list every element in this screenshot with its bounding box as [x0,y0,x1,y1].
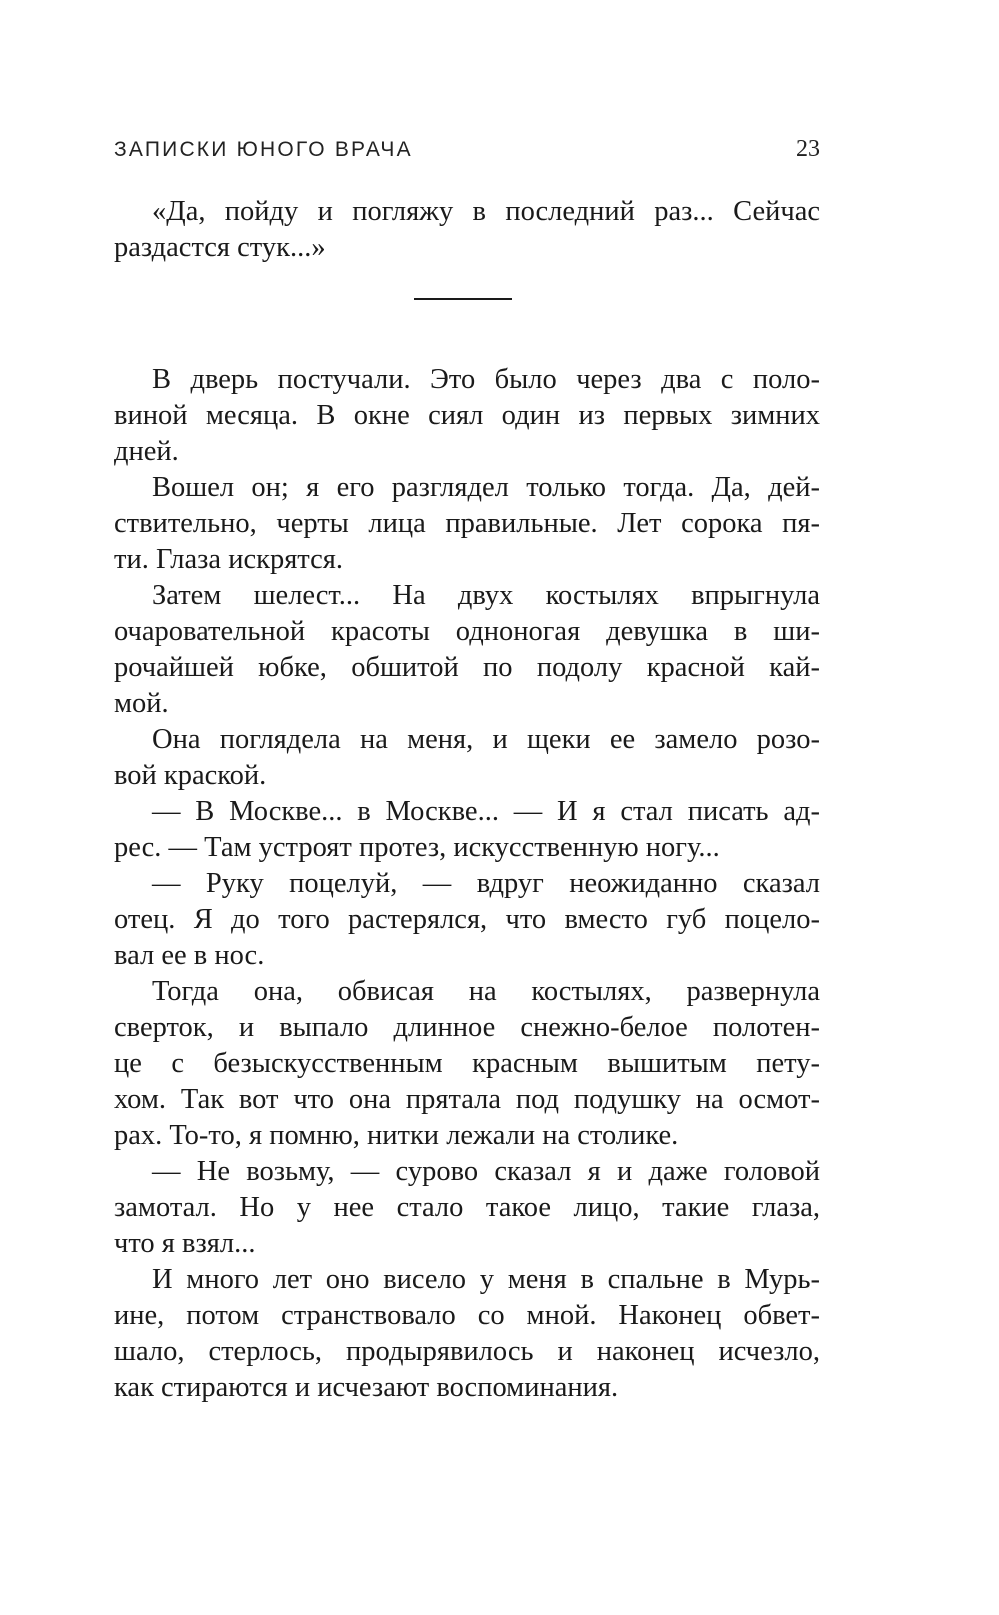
paragraph [114,362,820,470]
paragraph [114,470,820,578]
text-line: рес. — Там устроят протез, искусственную ногу... [114,832,720,863]
text-line: — Не возьму, — сурово сказал я и даже головой [152,1156,820,1187]
text-line: ти. Глаза искрятся. [114,544,343,575]
paragraph [114,794,820,866]
paragraph [114,866,820,974]
text-line: Она поглядела на меня, и щеки ее замело розо- [152,724,820,755]
text-line: ствительно, черты лица правильные. Лет сорока пя- [114,508,820,539]
text-line: отец. Я до того растерялся, что вместо губ поцело- [114,904,820,935]
text-line: замотал. Но у нее стало такое лицо, такие глаза, [114,1192,820,1223]
text-line: ине, потом странствовало со мной. Наконец обвет- [114,1300,820,1331]
text-line: что я взял... [114,1228,256,1259]
text-line: це с безыскусственным красным вышитым пету- [114,1048,820,1079]
paragraph [114,722,820,794]
text-line: вой краской. [114,760,267,791]
text-line: рочайшей юбке, обшитой по подолу красной кай- [114,652,820,683]
text-line: раздастся стук...» [114,232,326,263]
text-line: Вошел он; я его разглядел только тогда. Да, дей- [152,472,820,503]
paragraph [114,578,820,722]
text-line: шало, стерлось, продырявилось и наконец исчезло, [114,1336,820,1367]
text-line: В дверь постучали. Это было через два с поло- [152,364,820,395]
text-line: Тогда она, обвисая на костылях, развернула [152,976,820,1007]
paragraph [114,1154,820,1262]
text-line: — Руку поцелуй, — вдруг неожиданно сказал [152,868,820,899]
section-divider-wrap [114,266,820,362]
text-line: «Да, пойду и погляжу в последний раз... Сейчас [152,196,820,227]
running-title: ЗАПИСКИ ЮНОГО ВРАЧА [114,138,413,161]
paragraph [114,974,820,1154]
text-line: И много лет оно висело у меня в спальне в Мурь- [152,1264,820,1295]
text-line: как стираются и исчезают воспоминания. [114,1372,619,1403]
opening-paragraph [114,194,820,266]
text-line: дней. [114,436,179,467]
text-line: рах. То-то, я помню, нитки лежали на столике. [114,1120,679,1151]
section-divider [414,298,512,300]
page-number: 23 [796,136,820,162]
text-line: Затем шелест... На двух костылях впрыгнула [152,580,820,611]
text-line: очаровательной красоты одноногая девушка в ши- [114,616,820,647]
running-head [114,138,820,168]
text-line: вал ее в нос. [114,940,265,971]
text-line: хом. Так вот что она прятала под подушку на осмот- [114,1084,820,1115]
text-line: виной месяца. В окне сиял один из первых зимних [114,400,820,431]
text-line: сверток, и выпало длинное снежно-белое полотен- [114,1012,820,1043]
text-line: — В Москве... в Москве... — И я стал писать ад- [152,796,820,827]
text-line: мой. [114,688,169,719]
text-block [114,194,820,1406]
paragraph [114,1262,820,1406]
